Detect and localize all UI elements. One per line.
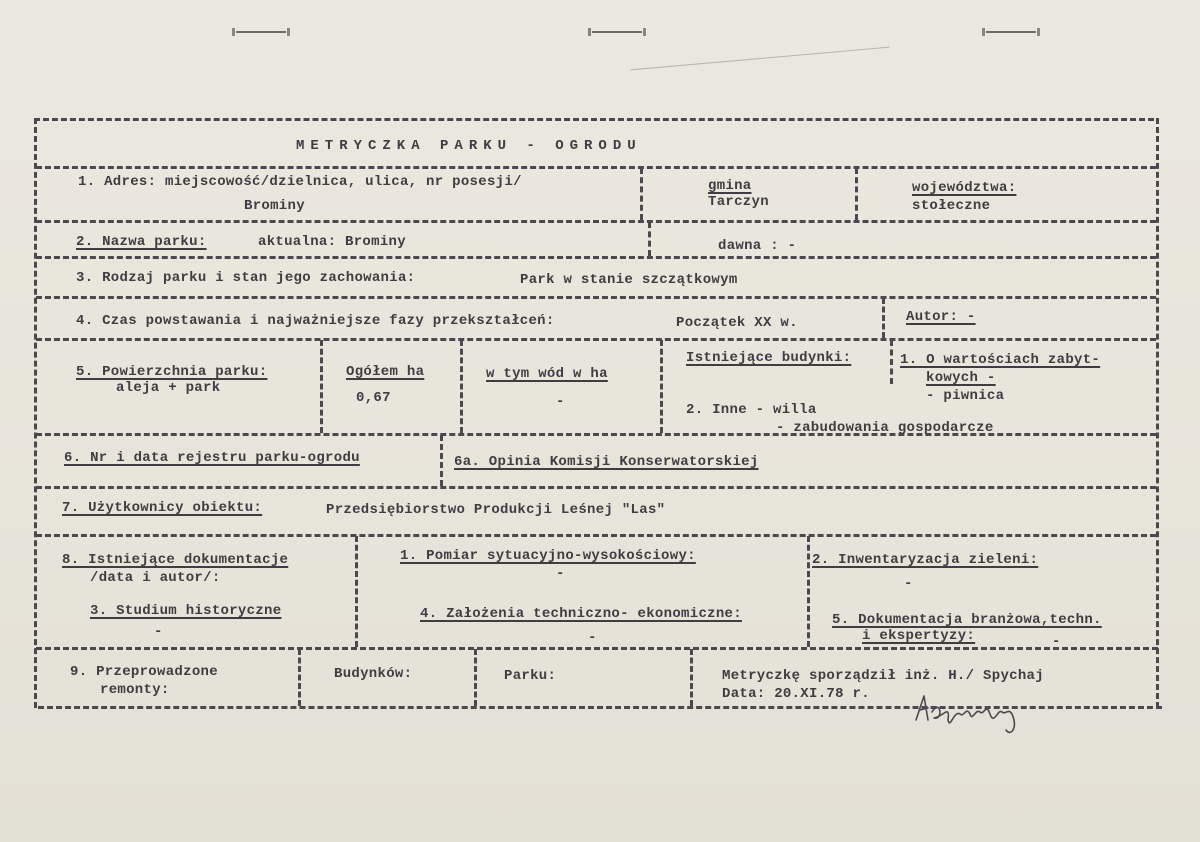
author-field: Autor: -: [906, 309, 976, 325]
historical-study-label: 3. Studium historyczne: [90, 603, 282, 619]
col-line-r9a: [298, 649, 301, 706]
park-name-current: aktualna: Brominy: [258, 234, 406, 250]
park-type-label: 3. Rodzaj parku i stan jego zachowania:: [76, 270, 416, 286]
col-line-r9c: [690, 649, 693, 706]
users-value: Przedsiębiorstwo Produkcji Leśnej "Las": [326, 502, 666, 518]
historic-buildings-line2: kowych -: [926, 370, 996, 386]
park-name-former: dawna : -: [718, 238, 797, 254]
commission-opinion-label: 6a. Opinia Komisji Konserwatorskiej: [454, 454, 759, 470]
water-area-label: w tym wód w ha: [486, 366, 608, 382]
users-label: 7. Użytkownicy obiektu:: [62, 500, 263, 516]
renovations-buildings-label: Budynków:: [334, 666, 413, 682]
branch-docs-value: -: [1052, 634, 1061, 650]
historic-buildings-line1: 1. O wartościach zabyt-: [900, 352, 1101, 368]
tech-econ-label: 4. Założenia techniczno- ekonomiczne:: [420, 606, 742, 622]
total-area-value: 0,67: [356, 390, 391, 406]
row-line-3: [36, 256, 1156, 259]
prepared-date: Data: 20.XI.78 r.: [722, 686, 870, 702]
other-buildings-value: - zabudowania gospodarcze: [776, 420, 994, 436]
border-right: [1156, 118, 1159, 708]
park-type-value: Park w stanie szczątkowym: [520, 272, 738, 288]
col-line-r9b: [474, 649, 477, 706]
area-sub: aleja + park: [116, 380, 221, 396]
address-value: Brominy: [244, 198, 305, 214]
register-label: 6. Nr i data rejestru parku-ogrodu: [64, 450, 360, 466]
col-line-r5b: [460, 340, 463, 433]
address-label: 1. Adres: miejscowość/dzielnica, ulica, nr posesji/: [78, 174, 522, 190]
col-line-r2: [648, 222, 651, 256]
col-line-r5a: [320, 340, 323, 433]
buildings-label: Istniejące budynki:: [686, 350, 852, 366]
col-line-r8b: [807, 536, 810, 647]
branch-docs-label: 5. Dokumentacja branżowa,techn.: [832, 612, 1102, 628]
prepared-by: Metryczkę sporządził inż. H./ Spychaj: [722, 668, 1044, 684]
other-buildings-label: 2. Inne - willa: [686, 402, 817, 418]
row-line-9: [36, 647, 1158, 650]
creation-value: Początek XX w.: [676, 315, 798, 331]
documentation-label: 8. Istniejące dokumentacje: [62, 552, 289, 568]
branch-docs-sublabel: i ekspertyzy:: [862, 628, 976, 644]
historic-buildings-value: - piwnica: [926, 388, 1005, 404]
handwritten-signature: [910, 690, 1030, 740]
historical-study-value: -: [154, 624, 163, 640]
border-left: [34, 118, 37, 708]
renovations-label: 9. Przeprowadzone: [70, 664, 218, 680]
park-name-label: 2. Nazwa parku:: [76, 234, 207, 250]
gmina-value: Tarczyn: [708, 194, 769, 210]
greenery-inventory-value: -: [904, 576, 913, 592]
area-label: 5. Powierzchnia parku:: [76, 364, 268, 380]
gmina-label: gmina: [708, 178, 752, 194]
total-area-label: Ogółem ha: [346, 364, 425, 380]
row-line-8: [36, 534, 1156, 537]
tech-econ-value: -: [588, 630, 597, 646]
row-line-5: [36, 338, 1156, 341]
col-line-r8a: [355, 536, 358, 647]
col-line-r5d: [890, 340, 893, 384]
greenery-inventory-label: 2. Inwentaryzacja zieleni:: [812, 552, 1039, 568]
wojewodztwo-label: województwa:: [912, 180, 1017, 196]
form-title: METRYCZKA PARKU - OGRODU: [296, 138, 642, 154]
documentation-sublabel: /data i autor/:: [90, 570, 221, 586]
survey-value: -: [556, 566, 565, 582]
col-line-r6: [440, 435, 443, 486]
row-line-7: [36, 486, 1156, 489]
row-line-4: [36, 296, 1156, 299]
col-line-r1a: [640, 168, 643, 220]
col-line-r5c: [660, 340, 663, 433]
row-line-1: [36, 166, 1156, 169]
renovations-park-label: Parku:: [504, 668, 557, 684]
col-line-r4: [882, 298, 885, 338]
wojewodztwo-value: stołeczne: [912, 198, 991, 214]
creation-label: 4. Czas powstawania i najważniejsze fazy przekształceń:: [76, 313, 555, 329]
survey-label: 1. Pomiar sytuacyjno-wysokościowy:: [400, 548, 696, 564]
row-line-2: [36, 220, 1156, 223]
renovations-sublabel: remonty:: [100, 682, 170, 698]
col-line-r1b: [855, 168, 858, 220]
border-top: [34, 118, 1154, 121]
water-area-value: -: [556, 394, 565, 410]
